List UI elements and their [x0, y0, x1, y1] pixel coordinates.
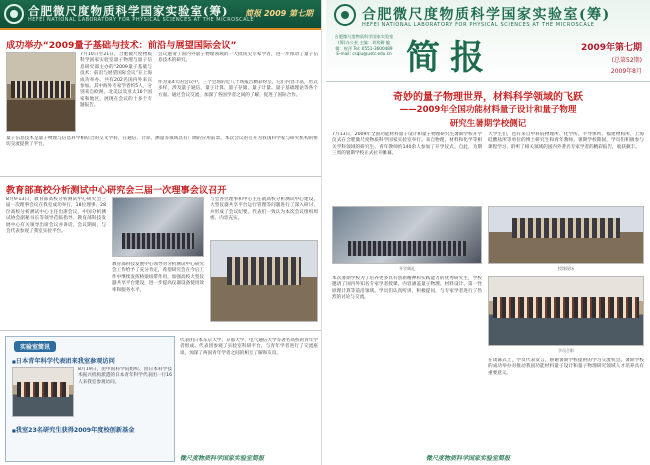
conference-photo — [6, 52, 76, 132]
lab-logo-icon — [4, 4, 24, 24]
article-title-sub: ——2009年全国功能材料量子设计和量子物理 — [399, 105, 577, 115]
delegation-photo — [12, 367, 74, 417]
article1-col2: 会议邀请了国内外量子物理领域的一大批顶尖专家学者，进一步推动了量子信息技术的研究。 — [158, 52, 318, 64]
news-tag: 实验室简讯 — [14, 341, 56, 352]
photo-caption: 开学典礼 — [399, 266, 415, 271]
article-col1: 7月13日，2009年全国功能材料量子设计和量子物理研究生暑期学校开学仪式在合肥微尺度物质科学国家实验室举行。来自物理、材料和化学等相关学科领域的研究生、青年教师约140余人参加了开学仪式。自此，为期三周的暑期学校正式拉开帷幕。 — [332, 132, 482, 157]
article1-col3: 作为第4天的会议中，三个会场的近八十场报告精彩纷呈，它们内容丰富，形式多样，涉及量子通信、量子计算、量子存储、量子计量、量子基础理论等各个方面。通过会议交流，加深了各国学者之间的了解，促进了国际合作。 — [158, 80, 318, 98]
left-footer: 微尺度物质科学国家实验室简报 — [180, 455, 265, 462]
article2-col3: 与会各位理事和中心主任就高校分析测试中心建设、大型仪器共享平台运行管理等问题进行了深入研讨，并形成了会议纪要。代表们一致认为本次会议组织周密、内容充实。 — [210, 197, 318, 222]
right-page — [326, 0, 650, 465]
left-masthead — [0, 0, 321, 28]
article-lower-col1: 本次暑期学校为了培养更多具有创新精神和实践能力的优秀研究生，学校邀请了国内外知名专家学者授课，内容涵盖量子物理、材料设计、第一性原理计算等前沿领域。学员们认真听讲，积极提问，与专家学者进行了热烈的讨论与交流。 — [332, 276, 482, 301]
masthead-issue: 简报 2009 第七期 — [245, 9, 313, 18]
header-info: 合肥微尺度物质科学国家实验室(筹)办公室 主编：刘兆卿 编辑：崔萍 Tel: 0551-3600489 E-mail: csqiu@ustc.edu.cn — [334, 34, 394, 57]
right-header — [326, 0, 650, 82]
big-title: 简报 — [406, 38, 494, 78]
issue-date: 2009年8月 — [610, 68, 642, 75]
group-photo — [488, 276, 644, 346]
issue-total: (总第52期) — [611, 57, 642, 64]
article2-col2: 教育部科技发展中心领导对分析测试中心研究会工作给予了充分肯定，希望研究会在今后工作中继续发挥桥梁纽带作用，加强高校大型仪器共享平台建设，进一步提高仪器设备使用效率和服务水平。 — [112, 262, 204, 293]
photo-caption: 授课现场 — [558, 266, 574, 271]
opening-ceremony-photo — [332, 206, 482, 264]
news-item-title[interactable]: ■ 日本青年科学代表团来我室参观访问 — [12, 356, 172, 365]
article-title-sub2: 研究生暑期学校侧记 — [449, 119, 527, 129]
issue-info — [581, 40, 642, 75]
left-page — [0, 0, 322, 465]
right-footer: 微尺度物质科学国家实验室简报 — [426, 455, 511, 462]
article1-title: 成功举办“2009量子基础与技术：前沿与展望国际会议” — [6, 40, 237, 51]
masthead-subtitle: HEFEI NATIONAL LABORATORY FOR PHYSICAL SCIENCES AT THE MICROSCALE — [28, 17, 255, 23]
news-continued: 代表团日本东京大学、京都大学、电气通信大学等著名高校的青年学者组成。代表团参观了实验室科研平台，与青年学者进行了交流座谈，加深了两国青年学者之间的相互了解和友谊。 — [180, 338, 318, 356]
article2-title: 教育部高校分析测试中心研究会三届一次理事会议召开 — [6, 185, 227, 196]
masthead-title: 合肥微尺度物质科学国家实验室(筹) — [28, 4, 229, 18]
issue-number: 2009年第七期 — [580, 43, 642, 53]
photo-caption: 学员合影 — [558, 348, 574, 353]
news-box — [5, 336, 175, 462]
article-title-main: 奇妙的量子物理世界，材料科学领域的飞跃 — [393, 92, 583, 103]
article1-bottom: 量子信息技术是量子物理与信息科学相结合的交叉学科，在通信、计算、测量等领域具有广阔的应用前景。本次会议的召开为我国科学家与研究机构的密切交流提供了平台。 — [6, 136, 318, 148]
lecture-photo — [488, 206, 644, 264]
lab-logo-icon — [334, 4, 356, 26]
header-english: HEFEI NATIONAL LABORATORY FOR PHYSICAL SCIENCES AT THE MICROSCALE — [362, 22, 595, 28]
news-link-award[interactable]: ■ 我室23名研究生获得2009年度校创新基金 — [12, 425, 172, 434]
header-title: 合肥微尺度物质科学国家实验室(筹) — [362, 7, 611, 23]
divider — [0, 330, 321, 331]
news-item-body: 8月19日，由中国科学院组织、由日本科学技术振兴机构派遣的日本青年科学代表团一行16人来我室参观访问。 — [78, 367, 172, 385]
article2-col1: 8月9-13日，教育部高校分析测试中心研究会三届一次理事会议在我室成功举行，18位理事、28位高校分析测试中心主任出席会议，中国分析测试协会副秘书长等领导莅临指导。教育部科技发展中心有关领导出席会议并讲话。会议期间，与会代表参观了我室实验平台。 — [6, 197, 106, 235]
divider — [0, 28, 321, 30]
article-col2: 大学生们，也有来自中科院物理所、化学所、半导体所、福建物构所、上海硅酸盐所等单位的博士研究生和青年教师。暑期学校期间，学员们积极参与课程学习，聆听了相关领域的国内外著名专家学者的精彩报告，收获颇丰。 — [488, 132, 644, 150]
divider — [0, 176, 321, 177]
article-lower-col2: 在闭幕式上，学员代表发言，感谢暑期学校提供的学习交流机会。暑期学校的成功举办对推动我国功能材料量子设计和量子物理研究领域人才培养具有重要意义。 — [488, 358, 644, 376]
article1-col1: 7月10日至21日，合肥微尺度物质科学国家实验室量子物理与量子信息研究部主办的“2009量子基础与技术：前沿与展望国际会议”在上海成功举办。共有202名国内外来宾参加。其中海外专家学者约5人，分别来自欧洲、北美以及亚太16个国家和地区。展现在会议的十多个专题报告。 — [80, 52, 152, 109]
meeting-table-photo — [210, 240, 318, 322]
meeting-hall-photo — [112, 197, 204, 257]
